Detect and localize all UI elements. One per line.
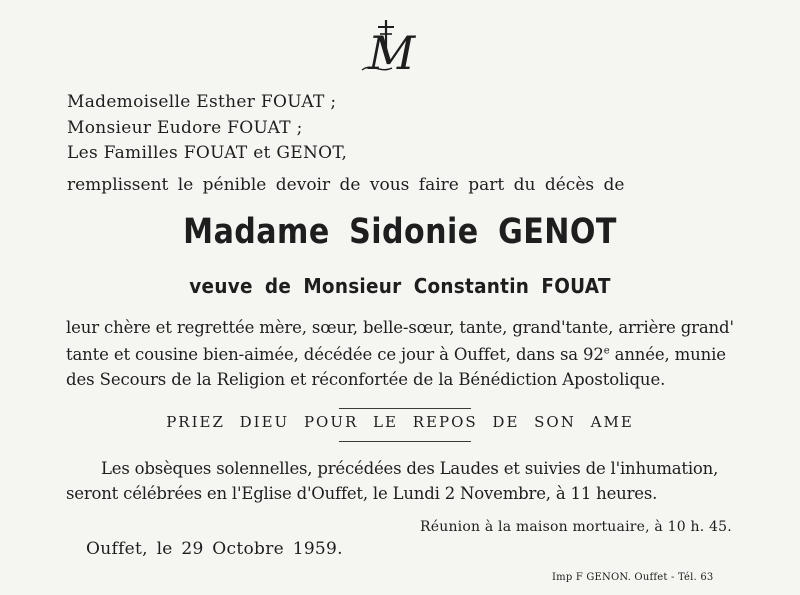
tribute-line-2-start: tante et cousine bien-aimée, décédée ce jour à Ouffet, dans sa 92 bbox=[66, 345, 604, 364]
monogram-letter: M bbox=[368, 26, 416, 80]
place-date-line: Ouffet, le 29 Octobre 1959. bbox=[86, 539, 343, 559]
widow-line: veuve de Monsieur Constantin FOUAT bbox=[189, 274, 611, 298]
gathering-notice: Réunion à la maison mortuaire, à 10 h. 45. bbox=[420, 519, 732, 535]
tribute-line-1: leur chère et regrettée mère, sœur, belle-sœur, tante, grand'tante, arrière grand' bbox=[66, 318, 734, 337]
prayer-line: PRIEZ DIEU POUR LE REPOS DE SON AME bbox=[166, 413, 634, 431]
tribute-line-3: des Secours de la Religion et réconfortée de la Bénédiction Apostolique. bbox=[66, 370, 666, 389]
addressee-families: Les Familles FOUAT et GENOT, bbox=[67, 143, 348, 163]
prayer-rule-top bbox=[339, 408, 471, 409]
funeral-line-2: seront célébrées en l'Eglise d'Ouffet, le Lundi 2 Novembre, à 11 heures. bbox=[66, 484, 658, 503]
deceased-name: Madame Sidonie GENOT bbox=[183, 212, 617, 252]
printer-credit: Imp F GENON. Ouffet - Tél. 63 bbox=[552, 572, 714, 583]
cross-monogram-icon bbox=[358, 14, 430, 80]
addressee-esther: Mademoiselle Esther FOUAT ; bbox=[67, 92, 337, 112]
addressee-eudore: Monsieur Eudore FOUAT ; bbox=[67, 118, 303, 138]
tribute-line-2 bbox=[66, 345, 726, 364]
ordinal-suffix: e bbox=[603, 345, 610, 357]
funeral-line-1: Les obsèques solennelles, précédées des Laudes et suivies de l'inhumation, bbox=[101, 459, 719, 478]
announcement-intro: remplissent le pénible devoir de vous faire part du décès de bbox=[67, 175, 625, 195]
prayer-rule-bottom bbox=[339, 441, 471, 442]
tribute-line-2-end: année, munie bbox=[609, 345, 726, 364]
